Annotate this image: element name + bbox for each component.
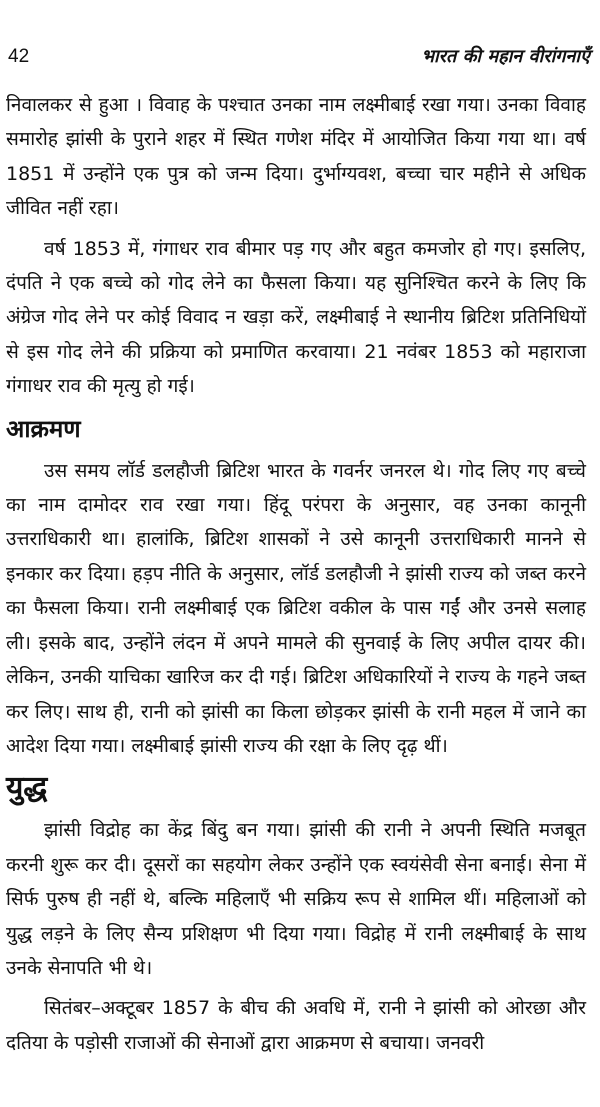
paragraph-4: झांसी विद्रोह का केंद्र बिंदु बन गया। झांसी की रानी ने अपनी स्थिति मजबूत करनी शुरू कर दी। दूसरों का सहयोग लेकर उन्होंने एक स्वयंसेवी सेना बनाई। सेना में सिर्फ पुरुष ही नहीं थे, बल्कि महिलाएँ भी सक्रिय रूप से शामिल थीं। महिलाओं को युद्ध लड़ने के लिए सैन्य प्रशिक्षण भी दिया गया। विद्रोह में रानी लक्ष्मीबाई के साथ उनके सेनापति भी थे। xyxy=(6,819,586,979)
paragraph-3: उस समय लॉर्ड डलहौजी ब्रिटिश भारत के गवर्नर जनरल थे। गोद लिए गए बच्चे का नाम दामोदर राव रखा गया। हिंदू परंपरा के अनुसार, वह उनका कानूनी उत्तराधिकारी था। हालांकि, ब्रिटिश शासकों ने उसे कानूनी उत्तराधिकारी मानने से इनकार कर दिया। हड़प नीति के अनुसार, लॉर्ड डलहौजी ने झांसी राज्य को जब्त करने का फैसला किया। रानी लक्ष्मीबाई एक ब्रिटिश वकील के पास गईं और उनसे सलाह ली। इसके बाद, उन्होंने लंदन में अपने मामले की सुनवाई के लिए अपील दायर की। लेकिन, उनकी याचिका खारिज कर दी गई। ब्रिटिश अधिकारियों ने राज्य के गहने जब्त कर लिए। साथ ही, रानी को झांसी का किला छोड़कर झांसी के रानी महल में जाने का आदेश दिया गया। लक्ष्मीबाई झांसी राज्य की रक्षा के लिए दृढ़ थीं। xyxy=(6,459,586,757)
paragraph-2: वर्ष 1853 में, गंगाधर राव बीमार पड़ गए और बहुत कमजोर हो गए। इसलिए, दंपति ने एक बच्चे को गोद लेने का फैसला किया। यह सुनिश्चित करने के लिए कि अंग्रेज गोद लेने पर कोई विवाद न खड़ा करें, लक्ष्मीबाई ने स्थानीय ब्रिटिश प्रतिनिधियों से इस गोद लेने की प्रक्रिया को प्रमाणित करवाया। 21 नवंबर 1853 को महाराजा गंगाधर राव की मृत्यु हो गई। xyxy=(6,237,586,398)
paragraph-1: निवालकर से हुआ । विवाह के पश्चात उनका नाम लक्ष्मीबाई रखा गया। उनका विवाह समारोह झांसी के पुराने शहर में स्थित गणेश मंदिर में आयोजित किया गया था। वर्ष 1851 में उन्होंने एक पुत्र को जन्म दिया। दुर्भाग्यवश, बच्चा चार महीने से अधिक जीवित नहीं रहा। xyxy=(6,94,586,220)
page-header xyxy=(8,44,590,74)
paragraph-5: सितंबर–अक्टूबर 1857 के बीच की अवधि में, रानी ने झांसी को ओरछा और दतिया के पड़ोसी राजाओं की सेनाओं द्वारा आक्रमण से बचाया। जनवरी xyxy=(6,997,586,1054)
running-title: भारत की महान वीरांगनाएँ xyxy=(421,46,590,67)
page-body xyxy=(6,88,586,1060)
section-heading-war: युद्ध xyxy=(6,770,48,806)
section-heading-invasion: आक्रमण xyxy=(6,414,81,443)
page-number: 42 xyxy=(8,46,30,67)
